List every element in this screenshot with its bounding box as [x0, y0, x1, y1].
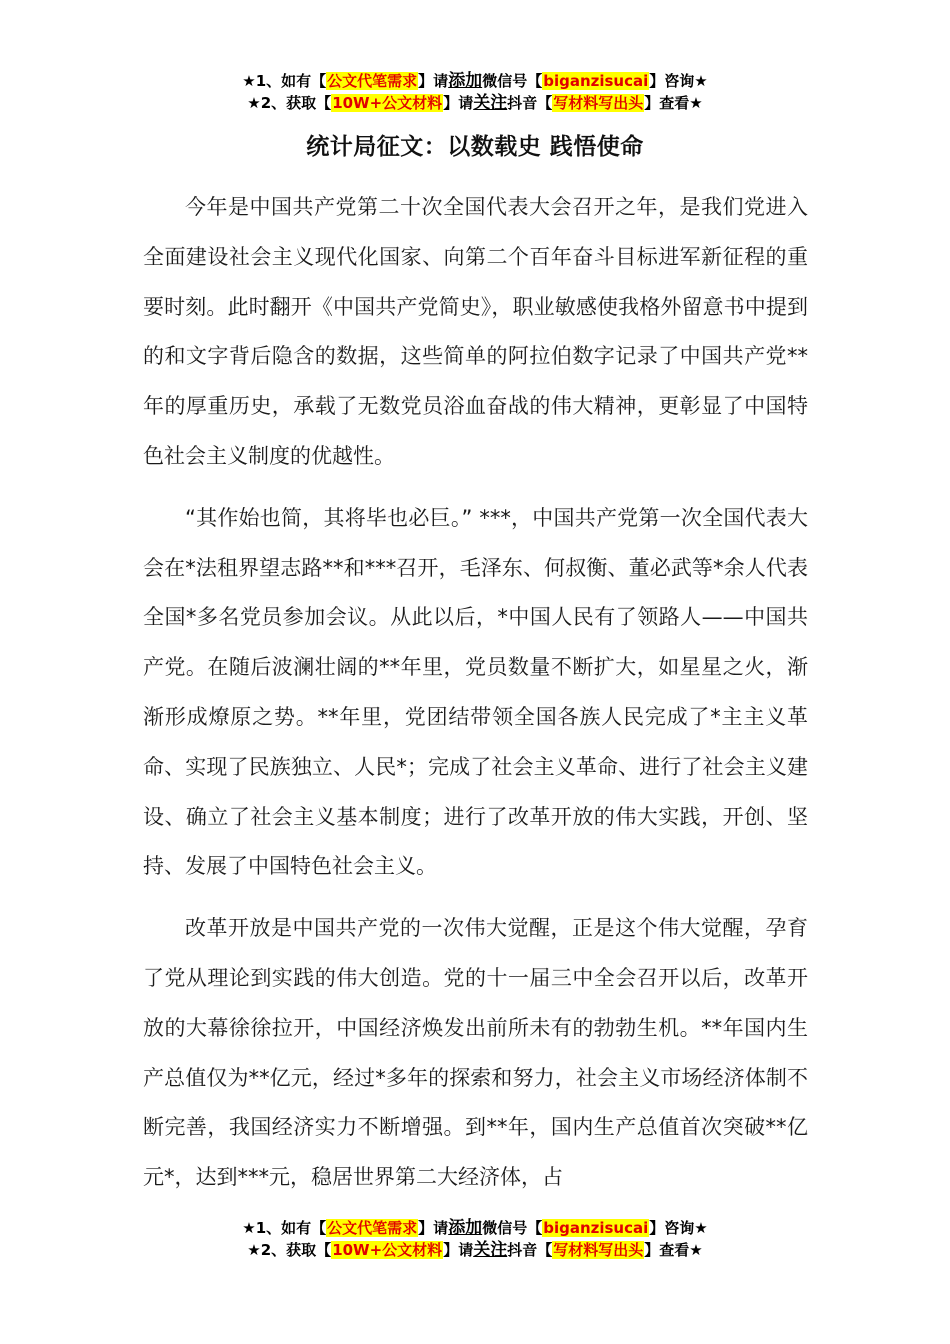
- promo-text: ★2、获取【: [247, 94, 332, 112]
- promo-line-1: [0, 1217, 950, 1239]
- promo-text: ★1、如有【: [242, 72, 327, 90]
- promo-highlight: biganzisucai: [543, 1219, 649, 1237]
- promo-highlight: biganzisucai: [543, 72, 649, 90]
- document-title: 统计局征文：以数载史 践悟使命: [306, 134, 644, 160]
- paragraph-3: 改革开放是中国共产党的一次伟大觉醒，正是这个伟大觉醒，孕育了党从理论到实践的伟大创造。党的十一届三中全会召开以后，改革开放的大幕徐徐拉开，中国经济焕发出前所未有的勃勃生机。**年国内生产总值仅为**亿元，经过*多年的探索和努力，社会主义市场经济体制不断完善，我国经济实力不断增强。到**年，国内生产总值首次突破**亿元*，达到***元，稳居世界第二大经济体，占: [143, 916, 808, 1190]
- document-body: [143, 183, 808, 1203]
- promo-underline: 添加: [448, 71, 483, 91]
- header-promo-banner: [0, 70, 950, 114]
- promo-text: 】请: [418, 1219, 449, 1237]
- promo-text: 抖音【: [507, 94, 553, 112]
- promo-text: 抖音【: [507, 1241, 553, 1259]
- promo-text: ★1、如有【: [242, 1219, 327, 1237]
- promo-highlight: 公文代笔需求: [327, 72, 418, 90]
- promo-highlight: 10W+公文材料: [332, 1241, 443, 1259]
- promo-text: 微信号【: [482, 72, 543, 90]
- promo-line-2: [0, 92, 950, 114]
- paragraph-1: 今年是中国共产党第二十次全国代表大会召开之年，是我们党进入全面建设社会主义现代化国家、向第二个百年奋斗目标进军新征程的重要时刻。此时翻开《中国共产党简史》，职业敏感使我格外留意书中提到的和文字背后隐含的数据，这些简单的阿拉伯数字记录了中国共产党**年的厚重历史，承载了无数党员浴血奋战的伟大精神，更彰显了中国特色社会主义制度的优越性。: [143, 195, 808, 468]
- footer-promo-banner: [0, 1217, 950, 1261]
- promo-highlight: 公文代笔需求: [327, 1219, 418, 1237]
- promo-underline: 关注: [473, 1240, 508, 1260]
- promo-line-1: [0, 70, 950, 92]
- promo-text: ★2、获取【: [247, 1241, 332, 1259]
- promo-highlight: 写材料写出头: [553, 94, 644, 112]
- promo-text: 】咨询★: [649, 1219, 708, 1237]
- promo-text: 】请: [418, 72, 449, 90]
- promo-text: 】咨询★: [649, 72, 708, 90]
- promo-line-2: [0, 1239, 950, 1261]
- promo-highlight: 写材料写出头: [553, 1241, 644, 1259]
- promo-text: 】请: [443, 94, 474, 112]
- promo-text: 】请: [443, 1241, 474, 1259]
- promo-underline: 添加: [448, 1218, 483, 1238]
- promo-text: 】查看★: [644, 94, 703, 112]
- promo-underline: 关注: [473, 93, 508, 113]
- promo-text: 微信号【: [482, 1219, 543, 1237]
- promo-highlight: 10W+公文材料: [332, 94, 443, 112]
- promo-text: 】查看★: [644, 1241, 703, 1259]
- paragraph-2: “其作始也简，其将毕也必巨。” ***，中国共产党第一次全国代表大会在*法租界望志路**和***召开，毛泽东、何叔衡、董必武等*余人代表全国*多名党员参加会议。从此以后，*中国人民有了领路人——中国共产党。在随后波澜壮阔的**年里，党员数量不断扩大，如星星之火，渐渐形成燎原之势。**年里，党团结带领全国各族人民完成了*主主义革命、实现了民族独立、人民*；完成了社会主义革命、进行了社会主义建设、确立了社会主义基本制度；进行了改革开放的伟大实践，开创、坚持、发展了中国特色社会主义。: [143, 505, 808, 879]
